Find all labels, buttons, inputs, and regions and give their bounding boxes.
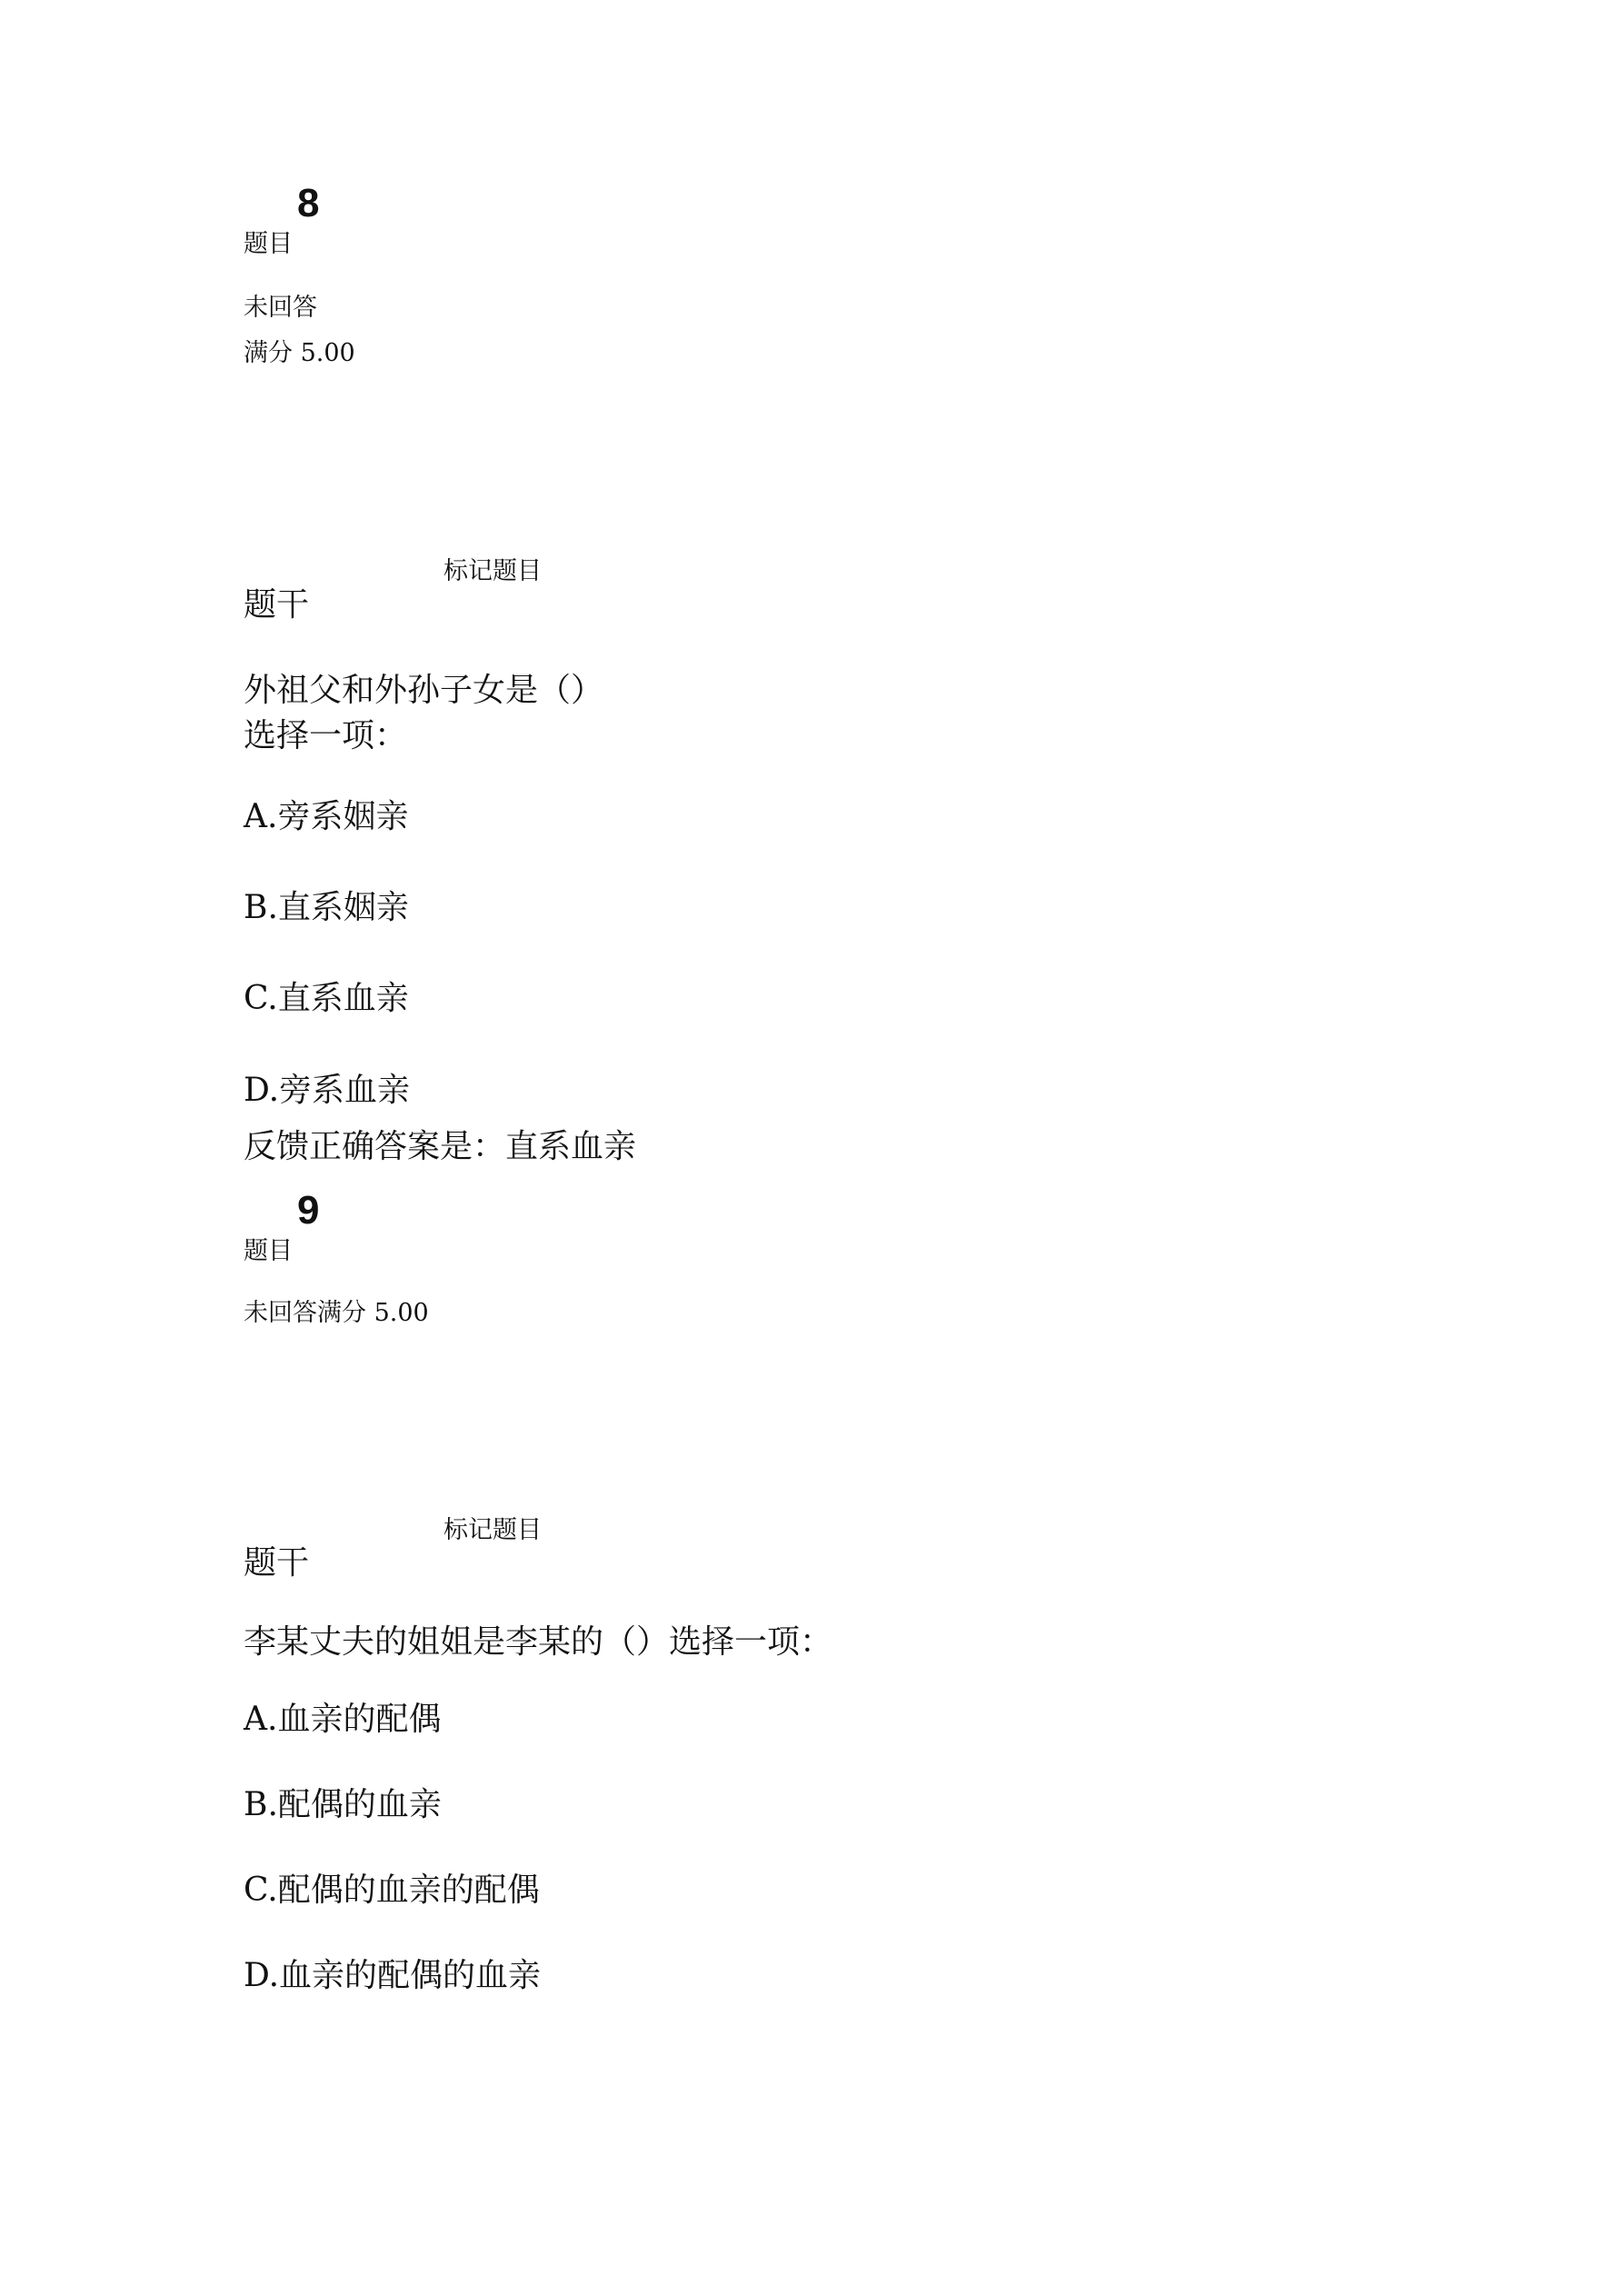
answer-status: 未回答 (244, 294, 317, 322)
stem-label: 题干 (244, 1544, 310, 1582)
question-number: 9 (297, 1188, 320, 1233)
option-b[interactable]: B.直系姻亲 (244, 889, 409, 926)
option-d[interactable]: D.血亲的配偶的血亲 (244, 1957, 542, 1994)
flag-question-link[interactable]: 标记题目 (443, 1516, 542, 1544)
option-d[interactable]: D.旁系血亲 (244, 1072, 411, 1109)
max-score: 满分 5.00 (244, 339, 355, 367)
question-label: 题目 (244, 230, 293, 258)
select-prompt: 选择一项： (244, 717, 408, 754)
answer-status-score: 未回答满分 5.00 (244, 1299, 429, 1327)
question-text: 李某丈夫的姐姐是李某的（）选择一项： (244, 1623, 833, 1661)
option-a[interactable]: A.旁系姻亲 (244, 798, 409, 835)
question-text: 外祖父和外孙子女是（） (244, 672, 604, 709)
option-c[interactable]: C.直系血亲 (244, 980, 409, 1017)
option-a[interactable]: A.血亲的配偶 (244, 1701, 442, 1738)
stem-label: 题干 (244, 586, 310, 624)
feedback: 反馈正确答案是：直系血亲 (244, 1128, 637, 1165)
question-label: 题目 (244, 1237, 293, 1265)
question-number: 8 (297, 181, 320, 225)
option-b[interactable]: B.配偶的血亲 (244, 1786, 442, 1823)
option-c[interactable]: C.配偶的血亲的配偶 (244, 1872, 540, 1909)
flag-question-link[interactable]: 标记题目 (443, 557, 542, 585)
